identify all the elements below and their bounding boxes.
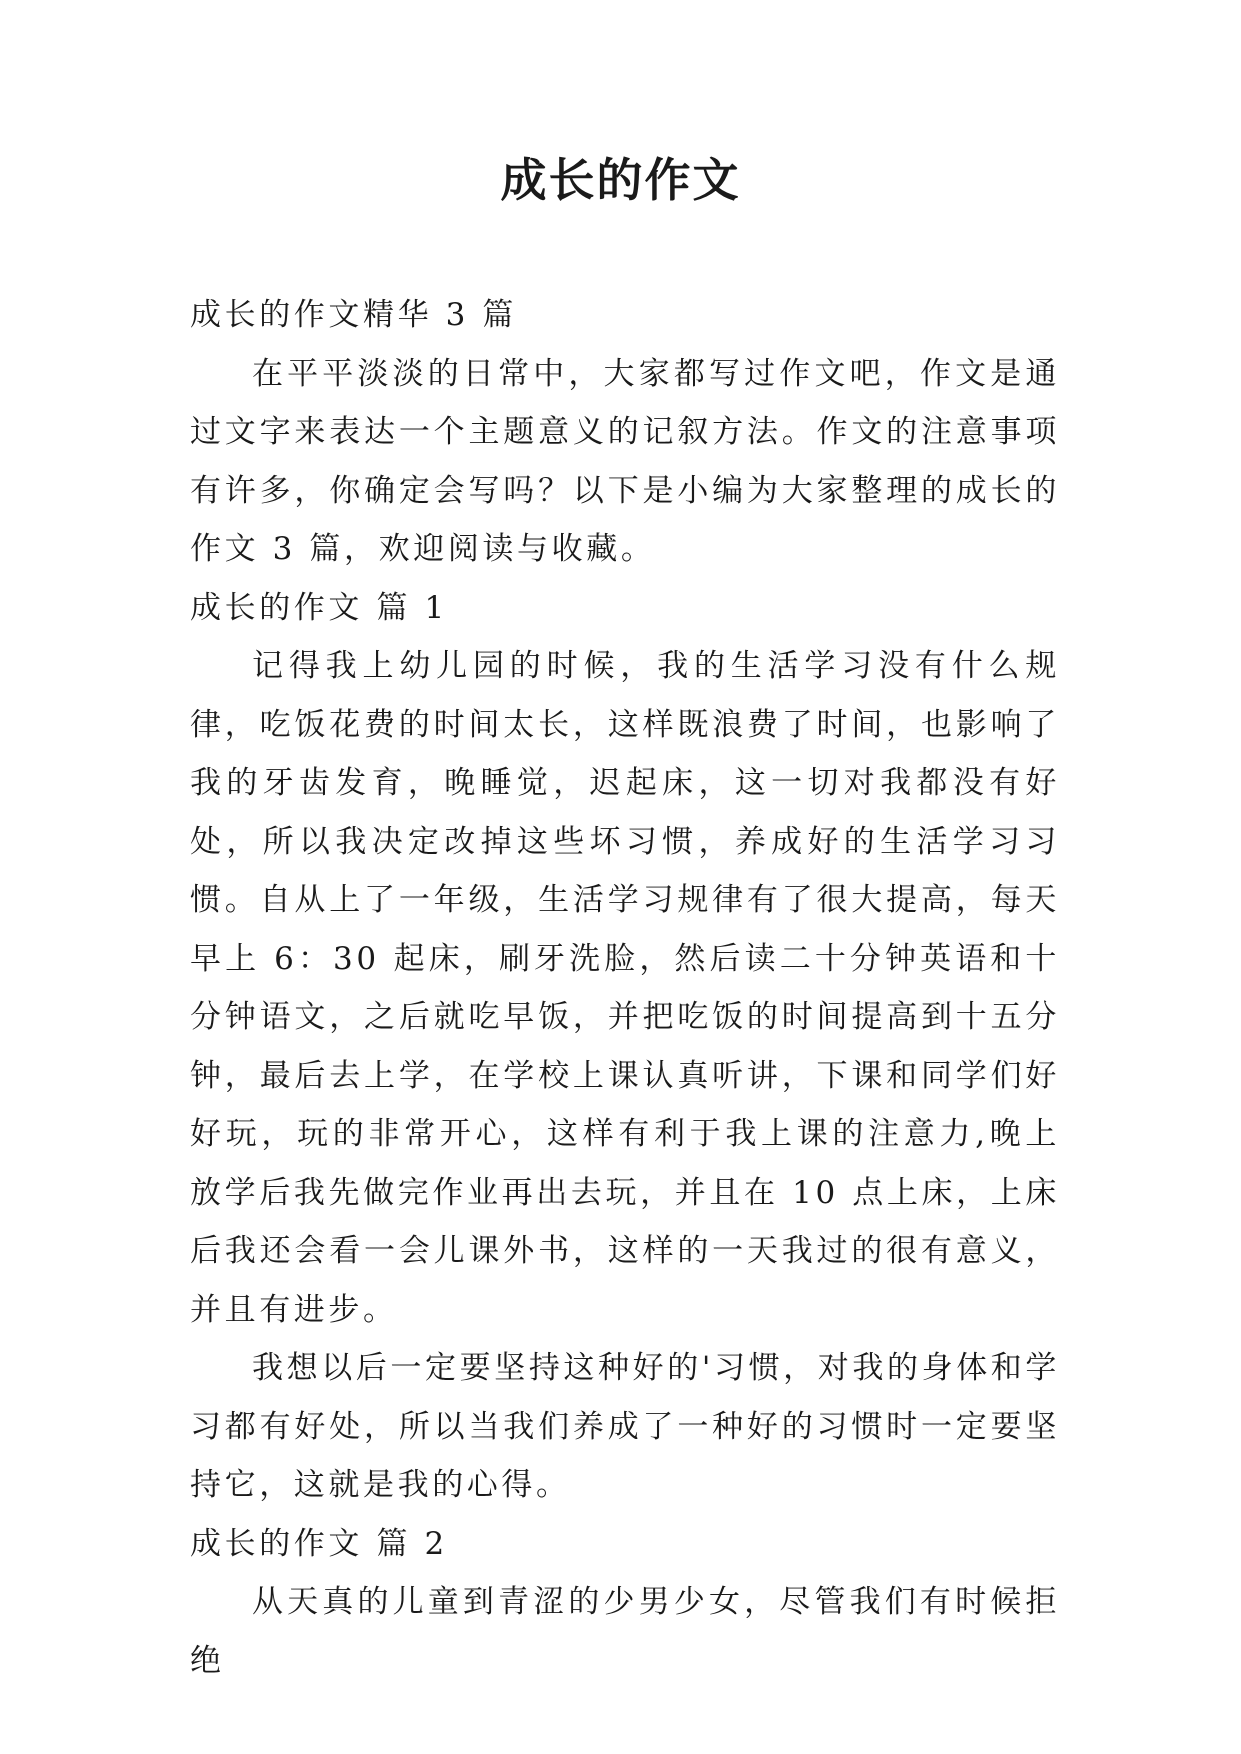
document-title: 成长的作文 [500,153,741,207]
essay-2-paragraph-1: 从天真的儿童到青涩的少男少女，尽管我们有时候拒绝 [190,1584,1060,1679]
document-body [190,286,1060,1690]
essay-1-paragraph-2: 我想以后一定要坚持这种好的'习惯，对我的身体和学习都有好处，所以当我们养成了一种好的习惯时一定要坚持它，这就是我的心得。 [190,1350,1060,1503]
section-heading-2: 成长的作文 篇 2 [190,1525,448,1562]
section-heading-1: 成长的作文 篇 1 [190,589,448,626]
essay-1-paragraph-1: 记得我上幼儿园的时候，我的生活学习没有什么规律，吃饭花费的时间太长，这样既浪费了时间，也影响了我的牙齿发育，晚睡觉，迟起床，这一切对我都没有好处，所以我决定改掉这些坏习惯，养成好的生活学习习惯。自从上了一年级，生活学习规律有了很大提高，每天早上 6：30 起床，刷牙洗脸，然后读二十分钟英语和十分钟语文，之后就吃早饭，并把吃饭的时间提高到十五分钟，最后去上学，在学校上课认真听讲，下课和同学们好好玩，玩的非常开心，这样有利于我上课的注意力,晚上放学后我先做完作业再出去玩，并且在 10 点上床，上床后我还会看一会儿课外书，这样的一天我过的很有意义，并且有进步。 [190,648,1060,1328]
section-heading-intro: 成长的作文精华 3 篇 [190,297,518,333]
intro-paragraph: 在平平淡淡的日常中，大家都写过作文吧，作文是通过文字来表达一个主题意义的记叙方法。作文的注意事项有许多，你确定会写吗？以下是小编为大家整理的成长的作文 3 篇，欢迎阅读与收藏。 [190,355,1060,567]
